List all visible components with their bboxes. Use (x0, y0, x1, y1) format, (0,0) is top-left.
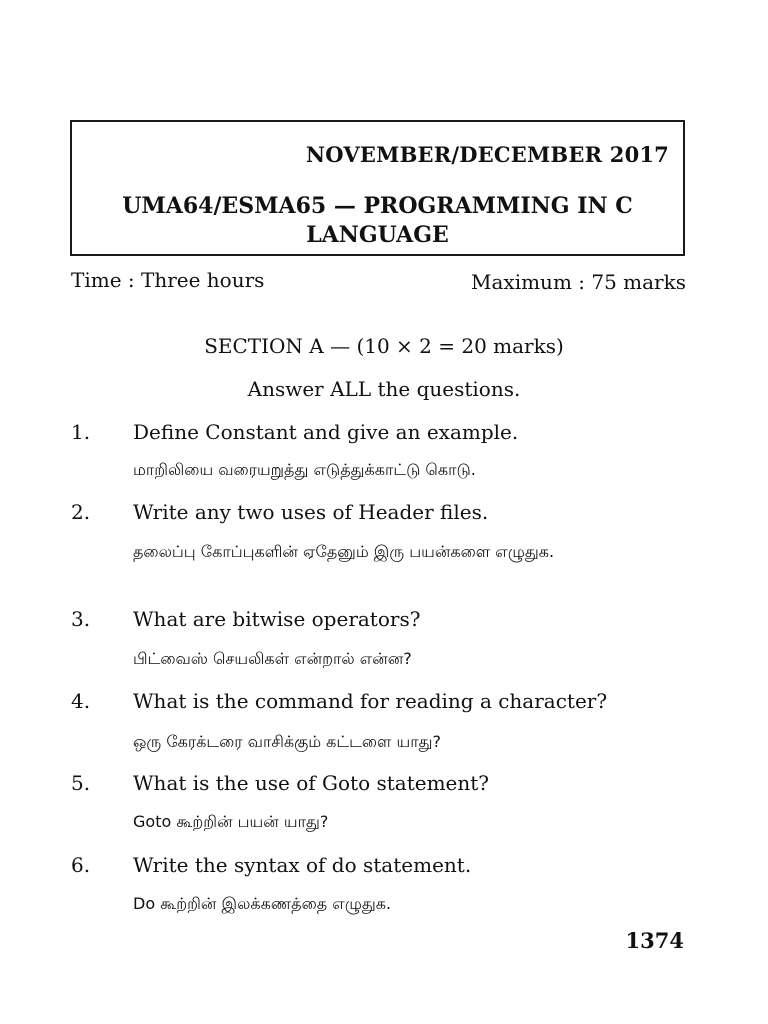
question-text: What is the command for reading a character? (133, 689, 608, 713)
maximum-marks: Maximum : 75 marks (471, 270, 686, 294)
question-number: 6. (71, 853, 91, 877)
question-text-tamil: Goto கூற்றின் பயன் யாது? (133, 812, 329, 831)
course-title (72, 192, 683, 250)
question-text: What is the use of Goto statement? (133, 771, 490, 795)
question-text: Define Constant and give an example. (133, 420, 519, 444)
section-instruction: Answer ALL the questions. (247, 377, 521, 401)
question-text: What are bitwise operators? (133, 607, 421, 631)
question-number: 3. (71, 607, 91, 631)
section-heading: SECTION A — (10 × 2 = 20 marks) (204, 334, 564, 358)
question-text-tamil: Do கூற்றின் இலக்கணத்தை எழுதுக. (133, 894, 392, 913)
header-box (70, 120, 685, 256)
question-number: 1. (71, 420, 91, 444)
question-number: 5. (71, 771, 91, 795)
time-allowed: Time : Three hours (71, 268, 265, 292)
question-text: Write the syntax of do statement. (133, 853, 472, 877)
page-number: 1374 (625, 928, 684, 953)
course-title-line2: LANGUAGE (306, 222, 449, 248)
question-number: 4. (71, 689, 91, 713)
question-number: 2. (71, 500, 91, 524)
question-text: Write any two uses of Header files. (133, 500, 489, 524)
question-text-tamil: ஒரு கேரக்டரை வாசிக்கும் கட்டளை யாது? (133, 732, 441, 751)
question-text-tamil: தலைப்பு கோப்புகளின் ஏதேனும் இரு பயன்களை எழுதுக. (133, 542, 555, 561)
question-text-tamil: மாறிலியை வரையறுத்து எடுத்துக்காட்டு கொடு. (133, 460, 476, 479)
question-text-tamil: பிட்வைஸ் செயலிகள் என்றால் என்ன? (133, 649, 412, 668)
exam-session: NOVEMBER/DECEMBER 2017 (305, 142, 669, 167)
course-title-line1: UMA64/ESMA65 — PROGRAMMING IN C (122, 193, 633, 219)
